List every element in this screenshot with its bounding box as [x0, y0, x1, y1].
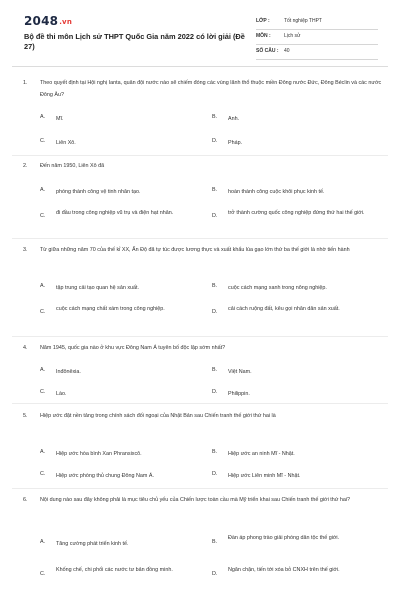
- option-letter: B.: [212, 367, 218, 373]
- option-letter: A.: [40, 539, 46, 545]
- option-text: Inđônêxia.: [56, 369, 81, 375]
- question-text: Hiệp ước đặt nền tảng trong chính sách đối ngoại của Nhật Bản sau Chiến tranh thế giới thứ hai là: [40, 413, 276, 419]
- option-text: phóng thành công vệ tinh nhân tạo.: [56, 189, 141, 195]
- document-header: [0, 0, 400, 66]
- option-text: đi đầu trong công nghiệp vũ trụ và điện hạt nhân.: [56, 210, 174, 216]
- question-text: Năm 1945, quốc gia nào ở khu vực Đông Nam Á tuyên bố độc lập sớm nhất?: [40, 345, 226, 351]
- question-separator: [12, 403, 388, 404]
- option-text: Hiệp ước Liên minh Mĩ - Nhật.: [228, 473, 301, 479]
- option-text: cuộc cách mạng chất xám trong công nghiệp.: [56, 306, 165, 312]
- option-letter: C.: [40, 138, 46, 144]
- option-letter: C.: [40, 213, 46, 219]
- option-letter: A.: [40, 367, 46, 373]
- option-letter: A.: [40, 114, 46, 120]
- question-separator: [12, 155, 388, 156]
- option-letter: C.: [40, 309, 46, 315]
- option-letter: D.: [212, 389, 218, 395]
- option-text: Anh.: [228, 116, 240, 122]
- question-text: Theo quyết định tại Hội nghị Ianta, quân đội nước nào sẽ chiếm đóng các vùng lãnh thổ thuộc miền Đông nước Đức, Đông Béclin và các nước Đông Âu?: [40, 80, 382, 98]
- header-divider: [12, 66, 388, 67]
- option-letter: B.: [212, 539, 218, 545]
- option-text: Hiệp ước an ninh Mĩ - Nhật.: [228, 451, 295, 457]
- option-letter: C.: [40, 571, 46, 577]
- question-number: 1.: [23, 80, 28, 86]
- question-text: Từ giữa những năm 70 của thế kỉ XX, Ấn Độ đã tự túc được lương thực và xuất khẩu lúa gạo lớn thứ ba thế giới là nhờ tiến hành: [40, 247, 350, 253]
- meta-row-count: [256, 46, 378, 60]
- site-logo[interactable]: [24, 14, 72, 28]
- option-text: Pháp.: [228, 140, 243, 146]
- document-title: Bộ đề thi môn Lịch sử THPT Quốc Gia năm 2022 có lời giải (Đề 27): [24, 32, 245, 51]
- option-text: cải cách ruộng đất, kêu gọi nhân dân sản xuất.: [228, 306, 340, 312]
- option-text: Lào.: [56, 391, 67, 397]
- option-text: cuộc cách mạng xanh trong nông nghiệp.: [228, 285, 327, 291]
- option-letter: B.: [212, 283, 218, 289]
- question-separator: [12, 336, 388, 337]
- option-text: Hiệp ước phòng thủ chung Đông Nam Á.: [56, 473, 154, 479]
- option-text: Liên Xô.: [56, 140, 76, 146]
- question-number: 5.: [23, 413, 28, 419]
- meta-value: Tốt nghiệp THPT: [284, 18, 322, 24]
- meta-label: LỚP :: [256, 18, 270, 24]
- question-separator: [12, 488, 388, 489]
- option-text: Ngăn chặn, tiến tới xóa bỏ CNXH trên thế giới.: [228, 567, 340, 573]
- question-separator: [12, 238, 388, 239]
- option-letter: D.: [212, 471, 218, 477]
- meta-value: Lịch sử: [284, 33, 301, 39]
- meta-row-subject: [256, 31, 378, 45]
- option-letter: D.: [212, 309, 218, 315]
- option-letter: D.: [212, 213, 218, 219]
- meta-label: MÔN :: [256, 33, 271, 39]
- question-number: 6.: [23, 497, 28, 503]
- option-letter: D.: [212, 138, 218, 144]
- question-text: Nội dung nào sau đây không phải là mục tiêu chủ yếu của Chiến lược toàn cầu mà Mỹ triển khai sau Chiến tranh thế giới thứ hai?: [40, 497, 351, 503]
- logo-main: 2048: [24, 14, 59, 28]
- question-number: 2.: [23, 163, 28, 169]
- option-text: Khống chế, chi phối các nước tư bản đồng minh.: [56, 567, 173, 573]
- option-letter: B.: [212, 114, 218, 120]
- meta-value: 40: [284, 48, 290, 54]
- exam-meta: [256, 16, 378, 61]
- option-letter: A.: [40, 449, 46, 455]
- option-text: Hiệp ước hòa bình Xan Phransixcô.: [56, 451, 142, 457]
- option-text: Mĩ.: [56, 116, 64, 122]
- option-letter: A.: [40, 283, 46, 289]
- option-letter: C.: [40, 389, 46, 395]
- meta-label: SỐ CÂU :: [256, 48, 279, 54]
- option-letter: D.: [212, 571, 218, 577]
- logo-suffix: .vn: [59, 18, 73, 26]
- option-text: Đàn áp phong trào giải phóng dân tộc thế giới.: [228, 535, 340, 541]
- option-letter: C.: [40, 471, 46, 477]
- option-letter: B.: [212, 449, 218, 455]
- question-number: 3.: [23, 247, 28, 253]
- option-letter: B.: [212, 187, 218, 193]
- option-text: tập trung cải tạo quan hệ sản xuất.: [56, 285, 140, 291]
- option-text: Philippin.: [228, 391, 250, 397]
- option-text: Tăng cường phát triển kinh tế.: [56, 541, 129, 547]
- option-text: hoàn thành công cuộc khôi phục kinh tế.: [228, 189, 325, 195]
- option-letter: A.: [40, 187, 46, 193]
- question-number: 4.: [23, 345, 28, 351]
- option-text: trở thành cường quốc công nghiệp đứng thứ hai thế giới.: [228, 210, 365, 216]
- question-text: Đến năm 1950, Liên Xô đã: [40, 163, 105, 169]
- meta-row-grade: [256, 16, 378, 30]
- option-text: Việt Nam.: [228, 369, 252, 375]
